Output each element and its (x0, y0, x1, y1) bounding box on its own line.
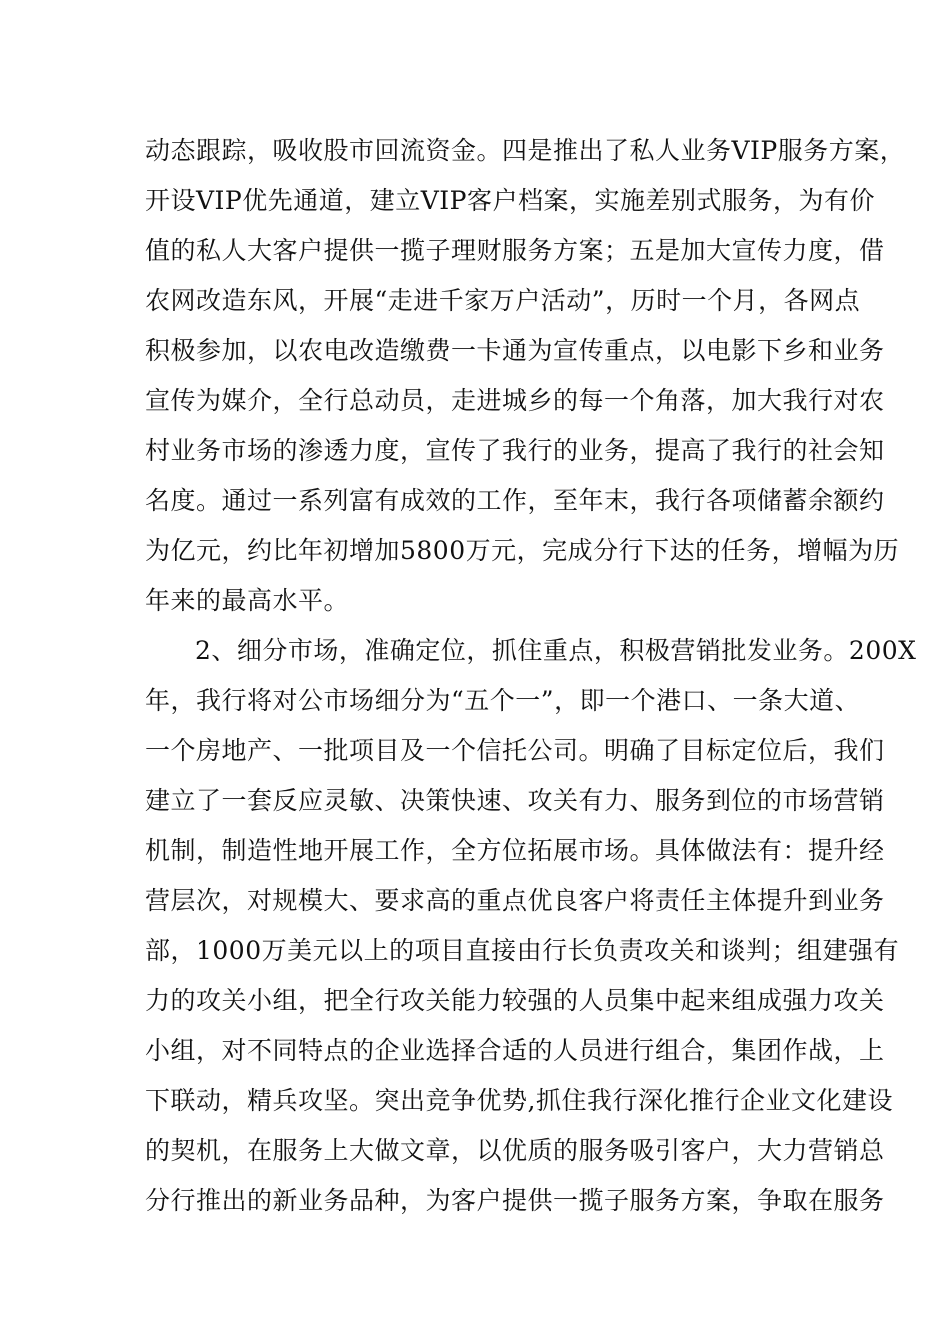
text-line: 积极参加，以农电改造缴费一卡通为宣传重点，以电影下乡和业务 (145, 336, 885, 365)
text-line: 下联动，精兵攻坚。突出竞争优势,抓住我行深化推行企业文化建设 (145, 1086, 893, 1115)
text-line: 力的攻关小组，把全行攻关能力较强的人员集中起来组成强力攻关 (145, 986, 885, 1015)
text-line: 部，1000万美元以上的项目直接由行长负责攻关和谈判；组建强有 (145, 936, 900, 965)
text-line: 开设VIP优先通道，建立VIP客户档案，实施差别式服务，为有价 (145, 186, 876, 215)
text-line: 机制，制造性地开展工作，全方位拓展市场。具体做法有：提升经 (145, 836, 885, 865)
text-line: 名度。通过一系列富有成效的工作，至年末，我行各项储蓄余额约 (145, 486, 885, 515)
text-line: 年，我行将对公市场细分为“五个一”，即一个港口、一条大道、 (145, 686, 861, 715)
text-line: 宣传为媒介，全行总动员，走进城乡的每一个角落，加大我行对农 (145, 386, 885, 415)
text-line: 的契机，在服务上大做文章，以优质的服务吸引客户，大力营销总 (145, 1136, 885, 1165)
text-line: 动态跟踪，吸收股市回流资金。四是推出了私人业务VIP服务方案， (145, 136, 906, 165)
text-line: 分行推出的新业务品种，为客户提供一揽子服务方案，争取在服务 (145, 1186, 885, 1215)
text-line: 值的私人大客户提供一揽子理财服务方案；五是加大宣传力度，借 (145, 236, 885, 265)
text-line: 村业务市场的渗透力度，宣传了我行的业务，提高了我行的社会知 (145, 436, 885, 465)
text-line-paragraph-start: 2、细分市场，准确定位，抓住重点，积极营销批发业务。200X (195, 636, 917, 665)
text-line: 营层次，对规模大、要求高的重点优良客户将责任主体提升到业务 (145, 886, 885, 915)
text-line: 建立了一套反应灵敏、决策快速、攻关有力、服务到位的市场营销 (145, 786, 885, 815)
text-line-paragraph-end: 年来的最高水平。 (145, 586, 350, 615)
text-line: 一个房地产、一批项目及一个信托公司。明确了目标定位后，我们 (145, 736, 885, 765)
text-line: 农网改造东风，开展“走进千家万户活动”，历时一个月，各网点 (145, 286, 861, 315)
text-line: 小组，对不同特点的企业选择合适的人员进行组合，集团作战，上 (145, 1036, 885, 1065)
text-line: 为亿元，约比年初增加5800万元，完成分行下达的任务，增幅为历 (145, 536, 900, 565)
